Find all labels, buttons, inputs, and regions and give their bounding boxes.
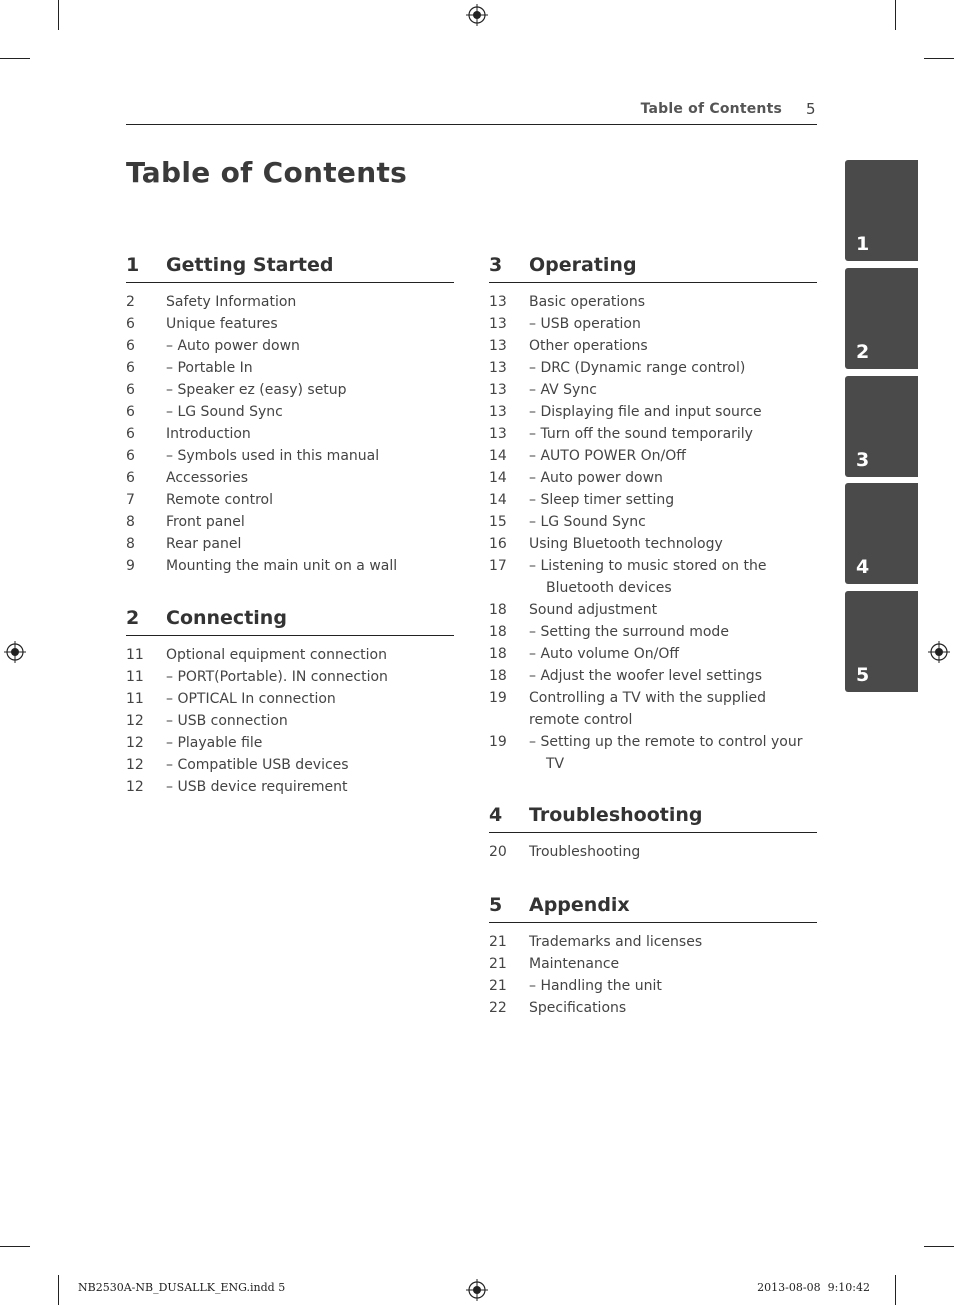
toc-entry-page: 17 <box>489 558 507 574</box>
toc-entry-text: – Compatible USB devices <box>183 754 454 776</box>
toc-section <box>126 252 454 577</box>
toc-entry-text: – Auto volume On/Off <box>546 643 817 665</box>
toc-entry-page: 9 <box>126 558 135 574</box>
toc-entry[interactable] <box>126 533 454 555</box>
toc-entry[interactable] <box>489 379 817 401</box>
toc-entry-text: Controlling a TV with the supplied remote control <box>529 690 767 728</box>
toc-entry-text: – PORT(Portable). IN connection <box>183 666 454 688</box>
toc-entry-page: 6 <box>126 360 135 376</box>
toc-entry[interactable] <box>126 644 454 666</box>
crop-mark <box>924 58 954 59</box>
toc-section <box>489 252 817 775</box>
toc-entry[interactable] <box>126 666 454 688</box>
toc-entry-list <box>126 644 454 798</box>
chapter-tab[interactable] <box>845 160 918 261</box>
toc-entry-page: 18 <box>489 646 507 662</box>
chapter-tab[interactable] <box>845 376 918 477</box>
toc-entry-page: 18 <box>489 668 507 684</box>
toc-entry-text: – OPTICAL In connection <box>183 688 454 710</box>
toc-entry-page: 13 <box>489 404 507 420</box>
toc-entry[interactable] <box>126 313 454 335</box>
toc-entry-page: 13 <box>489 382 507 398</box>
toc-entry[interactable] <box>489 335 817 357</box>
toc-entry-text: – Playable file <box>183 732 454 754</box>
registration-mark-icon <box>4 641 26 663</box>
chapter-tab-number: 3 <box>856 449 870 471</box>
toc-entry-page: 13 <box>489 426 507 442</box>
toc-entry-text: Other operations <box>529 338 648 354</box>
toc-entry[interactable] <box>126 511 454 533</box>
toc-entry-text: – USB operation <box>546 313 817 335</box>
toc-entry-page: 12 <box>126 757 144 773</box>
toc-entry-text: Basic operations <box>529 294 646 310</box>
toc-entry[interactable] <box>126 732 454 754</box>
toc-entry-text: – Setting up the remote to control your TV <box>546 731 817 775</box>
toc-entry-page: 13 <box>489 316 507 332</box>
toc-entry-page: 15 <box>489 514 507 530</box>
crop-mark <box>895 1275 896 1305</box>
toc-entry-text: – AV Sync <box>546 379 817 401</box>
toc-entry-text: Using Bluetooth technology <box>529 536 723 552</box>
toc-entry[interactable] <box>126 335 454 357</box>
section-title: Getting Started <box>166 254 334 276</box>
toc-entry-page: 19 <box>489 734 507 750</box>
toc-entry[interactable] <box>489 599 817 621</box>
toc-entry-list <box>489 291 817 775</box>
section-number: 3 <box>489 254 503 276</box>
toc-entry-page: 6 <box>126 382 135 398</box>
toc-entry-page: 6 <box>126 316 135 332</box>
toc-entry[interactable] <box>126 688 454 710</box>
toc-entry-page: 21 <box>489 978 507 994</box>
toc-entry-page: 11 <box>126 691 144 707</box>
toc-entry-text: – LG Sound Sync <box>546 511 817 533</box>
toc-entry-text: – Handling the unit <box>546 975 817 997</box>
toc-section <box>489 802 817 863</box>
crop-mark <box>0 1246 30 1247</box>
toc-entry-page: 8 <box>126 514 135 530</box>
page-title: Table of Contents <box>126 156 408 189</box>
toc-entry-page: 22 <box>489 1000 507 1016</box>
toc-entry-text: Unique features <box>166 316 278 332</box>
toc-entry-list <box>126 291 454 577</box>
date-slug: 2013-08-08 ￼￼ 9:10:42 <box>757 1281 870 1294</box>
section-heading <box>489 252 817 283</box>
toc-entry-page: 18 <box>489 624 507 640</box>
toc-entry[interactable] <box>489 931 817 953</box>
toc-entry-page: 16 <box>489 536 507 552</box>
toc-entry-page: 11 <box>126 669 144 685</box>
toc-entry-text: – DRC (Dynamic range control) <box>546 357 817 379</box>
toc-entry-text: – Adjust the woofer level settings <box>546 665 817 687</box>
toc-entry-text: – Auto power down <box>183 335 454 357</box>
toc-entry[interactable] <box>489 511 817 533</box>
toc-entry-text: Maintenance <box>529 956 620 972</box>
toc-entry[interactable] <box>489 313 817 335</box>
toc-entry[interactable] <box>489 665 817 687</box>
toc-section <box>126 605 454 798</box>
chapter-tab[interactable] <box>845 268 918 369</box>
toc-entry-text: Remote control <box>166 492 273 508</box>
toc-entry-text: Troubleshooting <box>529 844 641 860</box>
toc-entry-text: – Sleep timer setting <box>546 489 817 511</box>
section-heading <box>126 252 454 283</box>
registration-mark-icon <box>466 1279 488 1301</box>
crop-mark <box>58 0 59 30</box>
toc-entry-page: 13 <box>489 360 507 376</box>
toc-entry-text: Sound adjustment <box>529 602 658 618</box>
toc-entry[interactable] <box>489 445 817 467</box>
toc-entry[interactable] <box>126 489 454 511</box>
registration-mark-icon <box>928 641 950 663</box>
chapter-tab-number: 2 <box>856 341 870 363</box>
toc-entry-text: – Speaker ez (easy) setup <box>183 379 454 401</box>
toc-entry[interactable] <box>489 291 817 313</box>
toc-entry[interactable] <box>489 357 817 379</box>
toc-entry[interactable] <box>489 731 817 775</box>
toc-entry[interactable] <box>126 710 454 732</box>
toc-entry-text: – Turn off the sound temporarily <box>546 423 817 445</box>
toc-section <box>489 892 817 1019</box>
toc-entry-page: 19 <box>489 690 507 706</box>
toc-entry-page: 2 <box>126 294 135 310</box>
toc-entry[interactable] <box>489 555 817 599</box>
section-title: Appendix <box>529 894 630 916</box>
toc-entry[interactable] <box>126 445 454 467</box>
toc-entry[interactable] <box>126 401 454 423</box>
toc-entry[interactable] <box>489 997 817 1019</box>
toc-entry-text: Accessories <box>166 470 249 486</box>
chapter-tab[interactable] <box>845 483 918 584</box>
toc-entry-text: – Portable In <box>183 357 454 379</box>
toc-entry-page: 11 <box>126 647 144 663</box>
chapter-tab-number: 4 <box>856 556 870 578</box>
toc-entry[interactable] <box>126 423 454 445</box>
toc-entry[interactable] <box>489 533 817 555</box>
toc-entry-text: Rear panel <box>166 536 242 552</box>
toc-entry[interactable] <box>126 555 454 577</box>
chapter-tab-number: 5 <box>856 664 870 686</box>
toc-entry[interactable] <box>489 621 817 643</box>
toc-entry-page: 6 <box>126 470 135 486</box>
toc-entry-page: 13 <box>489 294 507 310</box>
chapter-tab-number: 1 <box>856 233 870 255</box>
toc-entry[interactable] <box>126 776 454 798</box>
toc-entry-page: 14 <box>489 448 507 464</box>
toc-entry[interactable] <box>489 467 817 489</box>
crop-mark <box>0 58 30 59</box>
toc-entry-page: 20 <box>489 844 507 860</box>
section-number: 5 <box>489 894 503 916</box>
section-heading <box>126 605 454 636</box>
section-heading <box>489 892 817 923</box>
toc-entry[interactable] <box>489 841 817 863</box>
crop-mark <box>58 1275 59 1305</box>
toc-entry-page: 12 <box>126 713 144 729</box>
toc-entry-text: – Auto power down <box>546 467 817 489</box>
section-title: Connecting <box>166 607 287 629</box>
running-header-title: Table of Contents <box>640 101 782 117</box>
toc-entry[interactable] <box>489 643 817 665</box>
section-title: Operating <box>529 254 637 276</box>
toc-entry-page: 6 <box>126 404 135 420</box>
toc-entry-page: 13 <box>489 338 507 354</box>
toc-entry-page: 8 <box>126 536 135 552</box>
toc-entry-text: Optional equipment connection <box>166 647 387 663</box>
toc-entry-page: 18 <box>489 602 507 618</box>
toc-entry[interactable] <box>489 423 817 445</box>
toc-entry[interactable] <box>126 754 454 776</box>
toc-entry[interactable] <box>489 687 817 731</box>
toc-entry[interactable] <box>489 975 817 997</box>
toc-entry-text: Mounting the main unit on a wall <box>166 558 398 574</box>
toc-entry-text: – Setting the surround mode <box>546 621 817 643</box>
toc-entry-page: 7 <box>126 492 135 508</box>
toc-entry-text: – USB device requirement <box>183 776 454 798</box>
toc-entry[interactable] <box>489 489 817 511</box>
toc-entry-page: 14 <box>489 492 507 508</box>
toc-entry-page: 6 <box>126 426 135 442</box>
toc-entry[interactable] <box>489 401 817 423</box>
toc-entry-text: Trademarks and licenses <box>529 934 703 950</box>
toc-entry-page: 6 <box>126 448 135 464</box>
section-title: Troubleshooting <box>529 804 703 826</box>
toc-entry[interactable] <box>489 953 817 975</box>
header-rule <box>126 124 817 125</box>
page-number: 5 <box>806 100 816 118</box>
toc-entry[interactable] <box>126 291 454 313</box>
toc-entry-text: – Listening to music stored on the Bluetooth devices <box>546 555 817 599</box>
toc-entry[interactable] <box>126 467 454 489</box>
toc-entry-text: – LG Sound Sync <box>183 401 454 423</box>
toc-entry-page: 12 <box>126 735 144 751</box>
toc-entry-text: – Symbols used in this manual <box>183 445 454 467</box>
toc-entry[interactable] <box>126 357 454 379</box>
registration-mark-icon <box>466 4 488 26</box>
toc-entry[interactable] <box>126 379 454 401</box>
chapter-tab[interactable] <box>845 591 918 692</box>
crop-mark <box>924 1246 954 1247</box>
toc-entry-list <box>489 841 817 863</box>
section-number: 4 <box>489 804 503 826</box>
toc-entry-list <box>489 931 817 1019</box>
toc-entry-page: 14 <box>489 470 507 486</box>
toc-entry-page: 21 <box>489 934 507 950</box>
crop-mark <box>895 0 896 30</box>
section-number: 1 <box>126 254 140 276</box>
toc-entry-text: – Displaying file and input source <box>546 401 817 423</box>
toc-entry-page: 6 <box>126 338 135 354</box>
file-slug: NB2530A-NB_DUSALLK_ENG.indd 5 <box>78 1281 286 1294</box>
section-heading <box>489 802 817 833</box>
toc-entry-page: 12 <box>126 779 144 795</box>
toc-entry-text: – AUTO POWER On/Off <box>546 445 817 467</box>
toc-entry-text: – USB connection <box>183 710 454 732</box>
toc-entry-text: Safety Information <box>166 294 297 310</box>
toc-entry-page: 21 <box>489 956 507 972</box>
toc-entry-text: Specifications <box>529 1000 627 1016</box>
toc-entry-text: Front panel <box>166 514 245 530</box>
section-number: 2 <box>126 607 140 629</box>
toc-entry-text: Introduction <box>166 426 251 442</box>
